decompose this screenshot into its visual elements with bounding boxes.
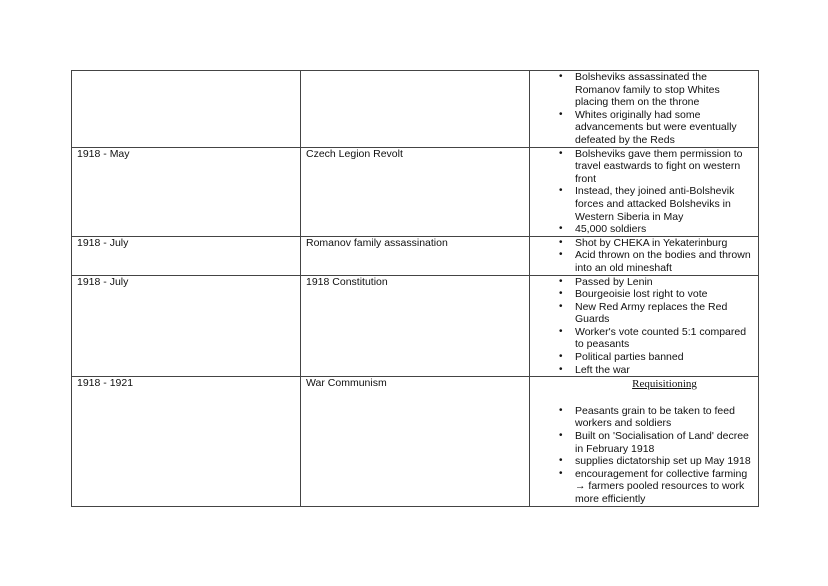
list-item: • Left the war [575, 364, 754, 377]
list-item: • Bourgeoisie lost right to vote [575, 288, 754, 301]
list-item: • Bolsheviks gave them permission to travel eastwards to fight on western front [575, 148, 754, 186]
date-cell: 1918 - July [72, 275, 301, 377]
list-item: • Acid thrown on the bodies and thrown into an old mineshaft [575, 249, 754, 274]
notes-cell [530, 71, 759, 148]
notes-cell [530, 275, 759, 377]
list-item: • Peasants grain to be taken to feed workers and soldiers [575, 405, 754, 430]
notes-cell [530, 377, 759, 506]
table-row [72, 71, 759, 148]
notes-cell [530, 236, 759, 275]
event-cell [301, 71, 530, 148]
list-item: • Bolsheviks assassinated the Romanov family to stop Whites placing them on the throne [575, 71, 754, 109]
table-row [72, 147, 759, 236]
date-cell: 1918 - July [72, 236, 301, 275]
list-item: • encouragement for collective farming → farmers pooled resources to work more efficiently [575, 468, 754, 506]
list-item: • Political parties banned [575, 351, 754, 364]
list-item: • Built on 'Socialisation of Land' decree in February 1918 [575, 430, 754, 455]
list-item: • Shot by CHEKA in Yekaterinburg [575, 237, 754, 250]
event-cell: Romanov family assassination [301, 236, 530, 275]
notes-cell [530, 147, 759, 236]
event-cell: Czech Legion Revolt [301, 147, 530, 236]
notes-list [535, 276, 754, 377]
list-item: • 45,000 soldiers [575, 223, 754, 236]
event-cell: 1918 Constitution [301, 275, 530, 377]
table-row [72, 377, 759, 506]
date-cell [72, 71, 301, 148]
notes-list [535, 71, 754, 147]
notes-list [535, 148, 754, 236]
notes-list [535, 237, 754, 275]
event-cell: War Communism [301, 377, 530, 506]
notes-subheading: Requisitioning [632, 378, 697, 391]
list-item: • supplies dictatorship set up May 1918 [575, 455, 754, 468]
notes-list [535, 405, 754, 506]
list-item: • Passed by Lenin [575, 276, 754, 289]
table-row [72, 236, 759, 275]
list-item: • Worker's vote counted 5:1 compared to peasants [575, 326, 754, 351]
timeline-table [71, 70, 759, 507]
list-item: • Instead, they joined anti-Bolshevik forces and attacked Bolsheviks in Western Siberia in May [575, 185, 754, 223]
list-item: • Whites originally had some advancements but were eventually defeated by the Reds [575, 109, 754, 147]
timeline-body [72, 71, 759, 507]
table-row [72, 275, 759, 377]
list-item: • New Red Army replaces the Red Guards [575, 301, 754, 326]
date-cell: 1918 - May [72, 147, 301, 236]
date-cell: 1918 - 1921 [72, 377, 301, 506]
